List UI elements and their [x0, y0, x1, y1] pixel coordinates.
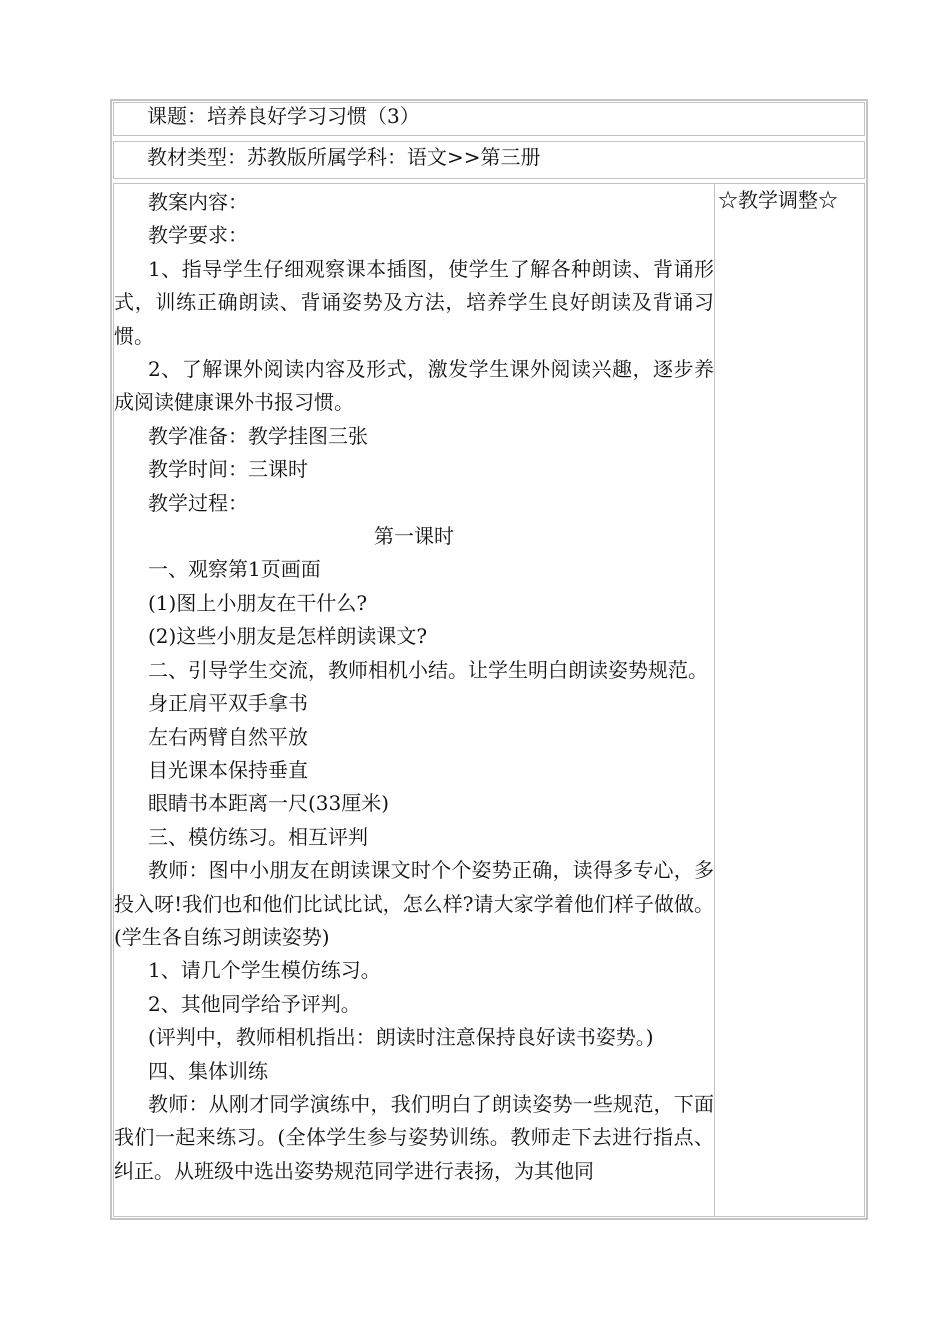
question-2: (2)这些小朋友是怎样朗读课文? — [148, 624, 428, 649]
requirement-1: 1、指导学生仔细观察课本插图，使学生了解各种朗读、背诵形式，训练正确朗读、背诵姿势及方法，培养学生良好朗读及背诵习惯。 — [114, 256, 714, 348]
practice-2: 2、其他同学给予评判。 — [148, 991, 361, 1016]
teaching-time: 教学时间：三课时 — [148, 457, 308, 482]
question-1: (1)图上小朋友在干什么? — [148, 590, 368, 615]
posture-rule-1: 身正肩平双手拿书 — [148, 691, 308, 716]
step-1: 一、观察第1页画面 — [148, 557, 321, 582]
preparation: 教学准备：教学挂图三张 — [148, 423, 368, 448]
lesson-content — [114, 186, 714, 1188]
content-heading: 教案内容： — [148, 190, 248, 214]
lesson-one-heading: 第一课时 — [374, 524, 454, 549]
adjustment-cell — [714, 183, 865, 1217]
step-3: 三、模仿练习。相互评判 — [148, 824, 368, 849]
requirement-2: 2、了解课外阅读内容及形式，激发学生课外阅读兴趣，逐步养成阅读健康课外书报习惯。 — [114, 357, 714, 415]
process-heading: 教学过程： — [148, 490, 248, 515]
lesson-title: 课题：培养良好学习习惯（3） — [147, 104, 420, 128]
step-4: 四、集体训练 — [148, 1058, 268, 1083]
teacher-speech-1: 教师：图中小朋友在朗读课文时个个姿势正确，读得多专心，多投入呀!我们也和他们比试比试，怎么样?请大家学着他们样子做做。(学生各自练习朗读姿势) — [114, 858, 714, 949]
posture-rule-3: 目光课本保持垂直 — [148, 757, 308, 782]
requirements-heading: 教学要求： — [148, 223, 248, 248]
teacher-speech-2: 教师：从刚才同学演练中，我们明白了朗读姿势一些规范，下面我们一起来练习。(全体学生参与姿势训练。教师走下去进行指点、纠正。从班级中选出姿势规范同学进行表扬，为其他同 — [114, 1091, 714, 1183]
posture-rule-4: 眼睛书本距离一尺(33厘米) — [148, 791, 390, 816]
practice-1: 1、请几个学生模仿练习。 — [148, 958, 381, 983]
step-2: 二、引导学生交流，教师相机小结。让学生明白朗读姿势规范。 — [148, 657, 708, 682]
teaching-adjustment-label: ☆教学调整☆ — [718, 188, 838, 212]
posture-rule-2: 左右两臂自然平放 — [148, 724, 308, 749]
material-type: 教材类型：苏教版所属学科：语文>>第三册 — [147, 145, 541, 169]
evaluation-note: (评判中，教师相机指出：朗读时注意保持良好读书姿势。) — [148, 1025, 654, 1050]
